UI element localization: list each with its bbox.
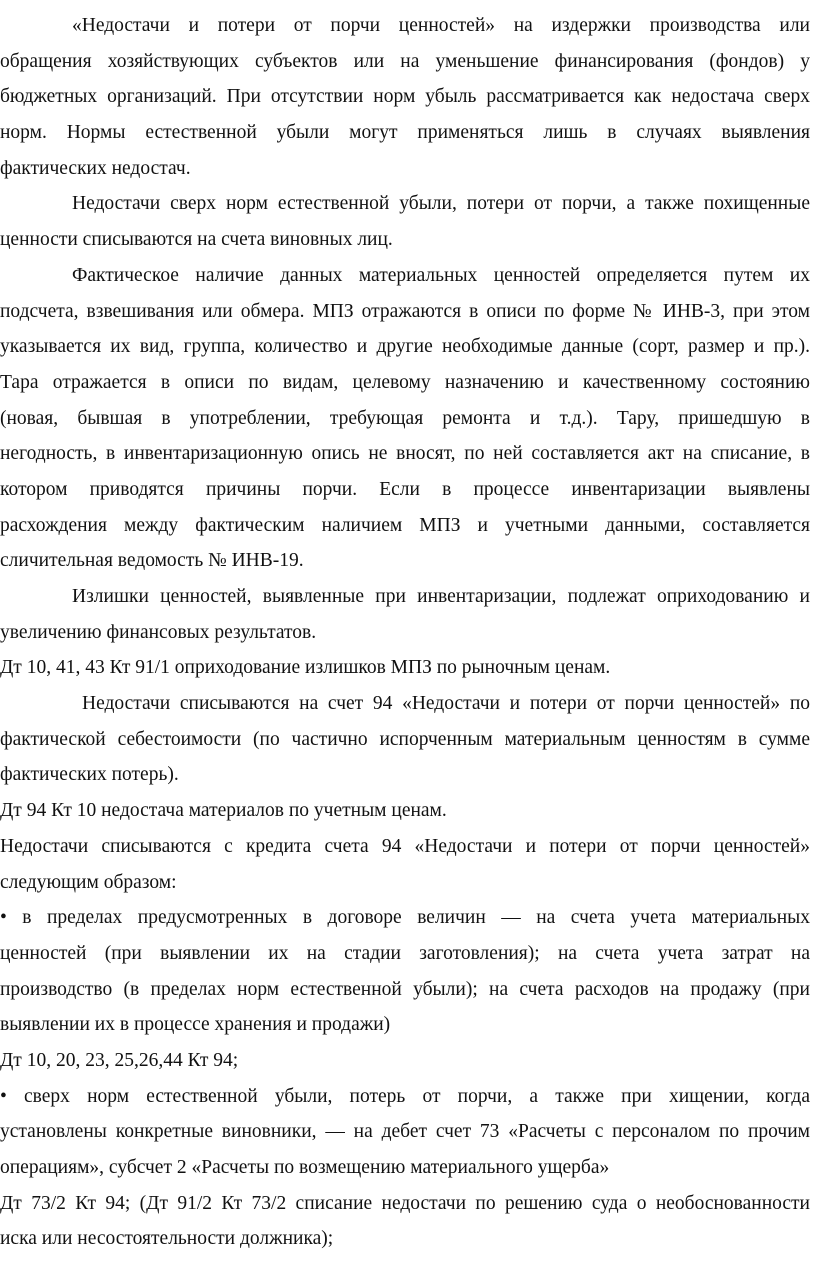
- text-line: указывается их вид, группа, количество и другие необходимые данные (сорт, размер и пр.).: [0, 336, 810, 358]
- text-line: увеличению финансовых результатов.: [0, 621, 317, 643]
- text-line: Излишки ценностей, выявленные при инвентаризации, подлежат оприходованию и: [72, 586, 810, 607]
- text-line: производство (в пределах норм естественной убыли); на счета расходов на продажу (при: [0, 978, 810, 1000]
- text-line: негодность, в инвентаризационную опись не вносят, по ней составляется акт на списание, в: [0, 443, 810, 465]
- text-line: Фактическое наличие данных материальных ценностей определяется путем их: [72, 264, 810, 286]
- text-line: (новая, бывшая в употреблении, требующая ремонта и т.д.). Тару, пришедшую в: [0, 407, 810, 429]
- text-line: Тара отражается в описи по видам, целевому назначению и качественному состоянию: [0, 371, 810, 393]
- text-line: Недостачи списываются на счет 94 «Недостачи и потери от порчи ценностей» по: [82, 693, 810, 715]
- text-line: выявлении их в процессе хранения и продажи): [0, 1014, 391, 1036]
- text-line: Дт 94 Кт 10 недостача материалов по учетным ценам.: [0, 800, 447, 822]
- text-line: фактических недостач.: [0, 157, 191, 179]
- text-line: обращения хозяйствующих субъектов или на уменьшение финансирования (фондов) у: [0, 50, 810, 72]
- text-line: Недостачи списываются с кредита счета 94 «Недостачи и потери от порчи ценностей»: [0, 835, 810, 857]
- text-line: подсчета, взвешивания или обмера. МПЗ отражаются в описи по форме № ИНВ-3, при этом: [0, 300, 810, 322]
- text-line: Дт 73/2 Кт 94; (Дт 91/2 Кт 73/2 списание недостачи по решению суда о необоснованности: [0, 1192, 810, 1214]
- text-line: иска или несостоятельности должника);: [0, 1228, 334, 1250]
- text-line: расхождения между фактическим наличием МПЗ и учетными данными, составляется: [0, 514, 810, 536]
- text-line: «Недостачи и потери от порчи ценностей» на издержки производства или: [72, 15, 810, 36]
- text-line: Дт 10, 41, 43 Кт 91/1 оприходование излишков МПЗ по рыночным ценам.: [0, 657, 611, 679]
- text-line: сличительная ведомость № ИНВ-19.: [0, 550, 304, 572]
- text-line: Дт 10, 20, 23, 25,26,44 Кт 94;: [0, 1049, 239, 1071]
- text-line: • в пределах предусмотренных в договоре величин — на счета учета материальных: [0, 907, 810, 929]
- text-line: ценностей (при выявлении их на стадии заготовления); на счета учета затрат на: [0, 942, 810, 964]
- text-line: фактической себестоимости (по частично испорченным материальным ценностям в сумме: [0, 728, 810, 750]
- text-line: Недостачи сверх норм естественной убыли, потери от порчи, а также похищенные: [72, 193, 810, 215]
- text-line: бюджетных организаций. При отсутствии норм убыль рассматривается как недостача сверх: [0, 86, 810, 108]
- text-line: норм. Нормы естественной убыли могут применяться лишь в случаях выявления: [0, 122, 810, 144]
- text-line: операциям», субсчет 2 «Расчеты по возмещению материального ущерба»: [0, 1157, 610, 1178]
- text-line: следующим образом:: [0, 871, 177, 893]
- text-line: котором приводятся причины порчи. Если в процессе инвентаризации выявлены: [0, 478, 810, 500]
- text-line: ценности списываются на счета виновных лиц.: [0, 229, 393, 251]
- text-line: • сверх норм естественной убыли, потерь от порчи, а также при хищении, когда: [0, 1085, 810, 1107]
- text-line: фактических потерь).: [0, 764, 179, 786]
- text-line: установлены конкретные виновники, — на дебет счет 73 «Расчеты с персоналом по прочим: [0, 1121, 810, 1143]
